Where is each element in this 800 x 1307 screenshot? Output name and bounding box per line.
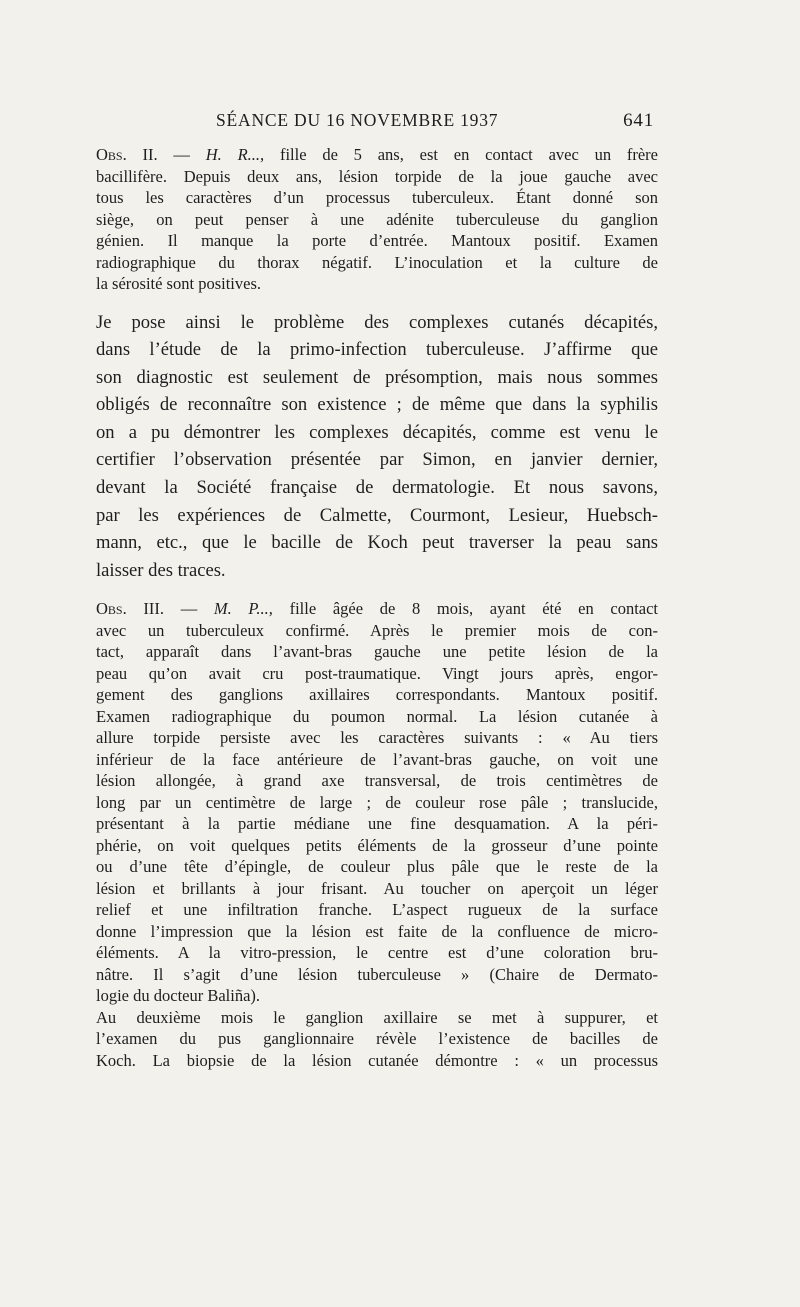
discussion-paragraph [76, 309, 658, 585]
observation-2-text: fille de 5 ans, est en contact avec un frère [279, 145, 659, 164]
observation-3-line: peau qu’on avait cru post-traumatique. Vingt jours après, engor- [96, 663, 658, 683]
running-head-title: SÉANCE DU 16 NOVEMBRE 1937 [216, 110, 499, 130]
observation-3-line: Examen radiographique du poumon normal. La lésion cutanée à [96, 706, 658, 726]
observation-2-line: génien. Il manque la porte d’entrée. Mantoux positif. Examen [96, 231, 658, 250]
observation-2-line: bacillifère. Depuis deux ans, lésion torpide de la joue gauche avec [96, 166, 658, 186]
observation-2 [76, 144, 658, 295]
observation-3-continued [76, 1007, 658, 1072]
observation-3-line [76, 598, 658, 620]
discussion-line: obligés de reconnaître son existence ; de même que dans la syphilis [96, 394, 658, 416]
observation-3-line: gement des ganglions axillaires correspondants. Mantoux positif. [96, 685, 658, 705]
observation-3-line: ou d’une tête d’épingle, de couleur plus pâle que le reste de la [96, 857, 658, 877]
observation-2-line: radiographique du thorax négatif. L’inoculation et la culture de [96, 252, 658, 272]
observation-3-label: Obs. III. [96, 599, 165, 619]
discussion-line: certifier l’observation présentée par Simon, en janvier dernier, [96, 449, 658, 471]
discussion-line: laisser des traces. [96, 559, 226, 581]
observation-3-line: long par un centimètre de large ; de couleur rose pâle ; translucide, [96, 792, 658, 812]
discussion-line: son diagnostic est seulement de présomption, mais nous sommes [96, 366, 658, 388]
observation-3-line: lésion et brillants à jour frisant. Au toucher on aperçoit un léger [96, 878, 658, 898]
observation-3-line: avec un tuberculeux confirmé. Après le premier mois de con- [96, 620, 658, 640]
discussion-line: on a pu démontrer les complexes décapités, comme est venu le [96, 421, 658, 443]
discussion-line: par les expériences de Calmette, Courmont, Lesieur, Huebsch- [96, 504, 658, 526]
observation-3-line: tact, apparaît dans l’avant-bras gauche une petite lésion de la [96, 642, 658, 662]
observation-3-line: lésion allongée, à grand axe transversal, de trois centimètres de [96, 771, 658, 791]
observation-2-label: Obs. II. [96, 145, 158, 164]
observation-2-line: siège, on peut penser à une adénite tuberculeuse du ganglion [96, 209, 658, 229]
observation-3-line: logie du docteur Baliña). [96, 986, 261, 1006]
observation-3-line: nâtre. Il s’agit d’une lésion tuberculeuse » (Chaire de Dermato- [96, 964, 658, 984]
running-head [76, 104, 658, 144]
observation-3-line: inférieur de la face antérieure de l’avant-bras gauche, on voit une [96, 749, 658, 769]
observation-3-text: fille âgée de 8 mois, ayant été en contact [289, 599, 659, 619]
observation-3-line: phérie, on voit quelques petits éléments de la grosseur d’une pointe [96, 835, 658, 855]
observation-3-line: éléments. A la vitro-pression, le centre est d’une coloration bru- [96, 943, 658, 963]
observation-2-line [76, 144, 658, 166]
page-number: 641 [623, 110, 654, 131]
book-page [76, 104, 658, 1071]
observation-3-line: relief et une infiltration franche. L’aspect rugueux de la surface [96, 900, 658, 920]
observation-3-line: présentant à la partie médiane une fine desquamation. A la péri- [96, 814, 658, 834]
observation-2-line: la sérosité sont positives. [96, 274, 261, 293]
observation-3-line: donne l’impression que la lésion est faite de la confluence de micro- [96, 921, 658, 941]
observation-3-continued-line: Koch. La biopsie de la lésion cutanée démontre : « un processus [96, 1050, 658, 1070]
observation-3-line: allure torpide persiste avec les caractères suivants : « Au tiers [96, 728, 658, 748]
discussion-line: Je pose ainsi le problème des complexes cutanés décapités, [96, 311, 658, 333]
observation-2-patient: H. R..., [205, 145, 265, 164]
observation-3 [76, 598, 658, 1007]
discussion-line: mann, etc., que le bacille de Koch peut traverser la peau sans [96, 532, 658, 554]
observation-2-line: tous les caractères d’un processus tuberculeux. Étant donné son [96, 188, 658, 207]
observation-3-dash: — [164, 599, 214, 619]
observation-3-continued-line: Au deuxième mois le ganglion axillaire se met à suppurer, et [96, 1007, 658, 1027]
observation-3-continued-line: l’examen du pus ganglionnaire révèle l’existence de bacilles de [96, 1029, 658, 1049]
discussion-line: devant la Société française de dermatologie. Et nous savons, [96, 477, 658, 499]
observation-3-patient: M. P..., [213, 599, 273, 619]
discussion-line: dans l’étude de la primo-infection tuberculeuse. J’affirme que [96, 339, 658, 361]
observation-2-dash: — [157, 145, 206, 164]
